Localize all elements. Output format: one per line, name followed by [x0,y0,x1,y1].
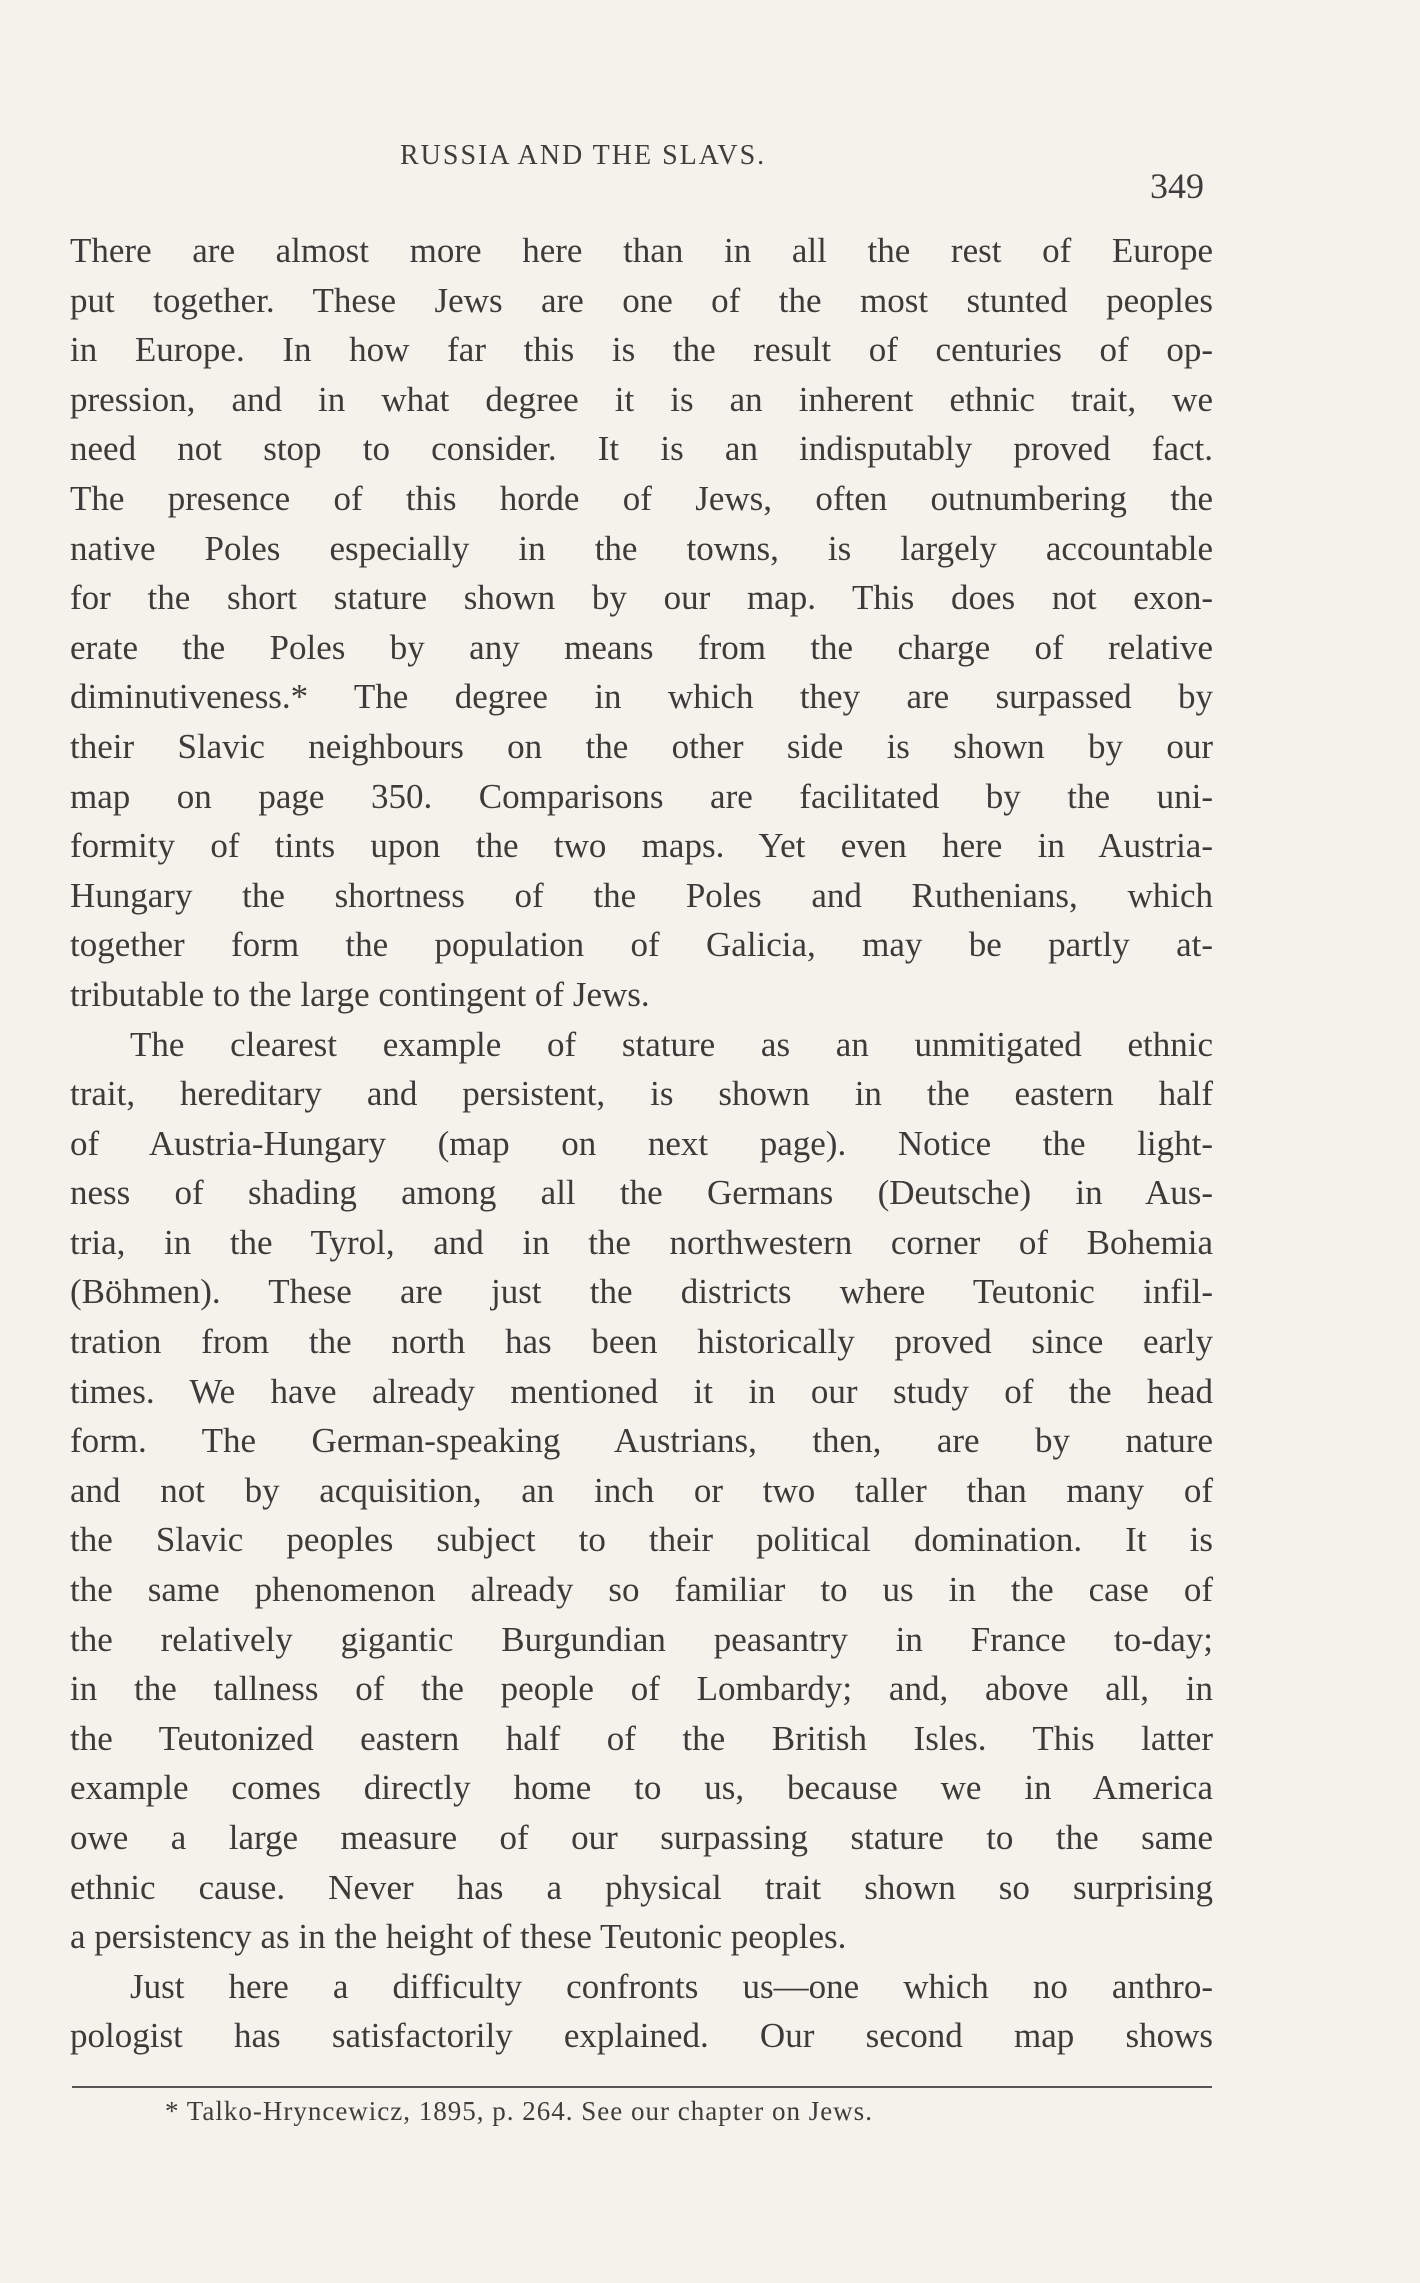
text-line: tributable to the large contingent of Jews. [70,974,650,1014]
text-line: example comes directly home to us, because we in America [70,1768,1213,1808]
text-line: The clearest example of stature as an unmitigated ethnic [130,1024,1213,1064]
text-line: Just here a difficulty confronts us—one which no anthro- [130,1966,1213,2006]
text-line: pologist has satisfactorily explained. Our second map shows [70,2016,1213,2056]
text-line: ness of shading among all the Germans (Deutsche) in Aus- [70,1173,1213,1213]
text-line: formity of tints upon the two maps. Yet even here in Austria- [70,826,1213,866]
text-line: the relatively gigantic Burgundian peasantry in France to-day; [70,1619,1213,1659]
text-line: The presence of this horde of Jews, often outnumbering the [70,478,1213,518]
text-line: the Teutonized eastern half of the British Isles. This latter [70,1718,1213,1758]
text-line: ethnic cause. Never has a physical trait shown so surprising [70,1867,1213,1907]
text-line: need not stop to consider. It is an indisputably proved fact. [70,429,1213,469]
text-line: their Slavic neighbours on the other side is shown by our [70,726,1213,766]
text-line: put together. These Jews are one of the most stunted peoples [70,280,1213,320]
text-line: erate the Poles by any means from the charge of relative [70,627,1213,667]
text-line: a persistency as in the height of these Teutonic peoples. [70,1917,847,1957]
text-line: map on page 350. Comparisons are facilitated by the uni- [70,776,1213,816]
running-head: RUSSIA AND THE SLAVS. [400,140,767,171]
text-line: in the tallness of the people of Lombardy; and, above all, in [70,1669,1213,1709]
page-number: 349 [1150,166,1204,206]
text-line: pression, and in what degree it is an inherent ethnic trait, we [70,379,1213,419]
text-line: owe a large measure of our surpassing stature to the same [70,1818,1213,1857]
text-line: together form the population of Galicia, may be partly at- [70,925,1213,965]
text-line: and not by acquisition, an inch or two taller than many of [70,1470,1213,1510]
text-line: native Poles especially in the towns, is largely accountable [70,528,1213,568]
text-line: times. We have already mentioned it in our study of the head [70,1371,1213,1411]
text-line: There are almost more here than in all the rest of Europe [70,231,1213,270]
text-line: the Slavic peoples subject to their political domination. It is [70,1520,1213,1560]
text-line: Hungary the shortness of the Poles and Ruthenians, which [70,875,1213,915]
text-line: in Europe. In how far this is the result of centuries of op- [70,330,1213,370]
text-line: tration from the north has been historically proved since early [70,1322,1213,1362]
text-line: the same phenomenon already so familiar to us in the case of [70,1570,1213,1610]
footnote: * Talko-Hryncewicz, 1895, p. 264. See our chapter on Jews. [165,2096,873,2126]
text-line: tria, in the Tyrol, and in the northwestern corner of Bohemia [70,1222,1213,1262]
body-text [70,226,1213,2061]
text-line: of Austria-Hungary (map on next page). Notice the light- [70,1123,1213,1163]
text-line: diminutiveness.* The degree in which they are surpassed by [70,677,1213,717]
text-line: trait, hereditary and persistent, is shown in the eastern half [70,1074,1213,1114]
text-line: form. The German-speaking Austrians, then, are by nature [70,1421,1213,1461]
text-line: for the short stature shown by our map. This does not exon- [70,578,1213,618]
text-line: (Böhmen). These are just the districts where Teutonic infil- [70,1272,1213,1312]
footnote-divider [72,2086,1212,2088]
